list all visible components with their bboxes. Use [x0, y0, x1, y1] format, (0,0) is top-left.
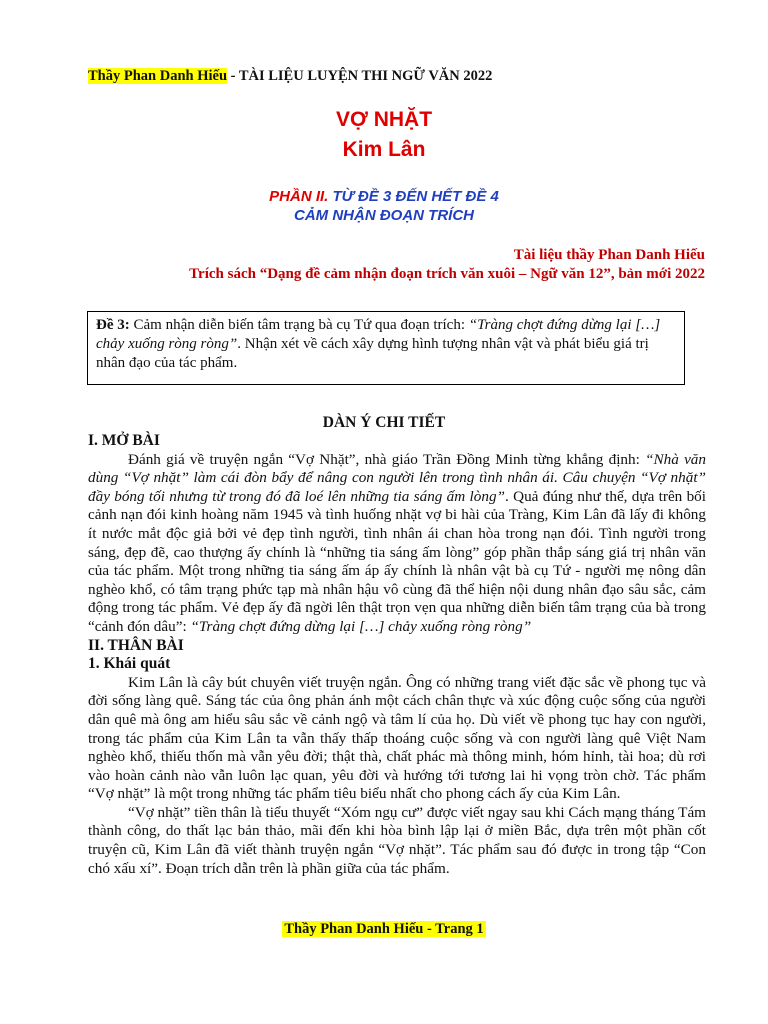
work-author: Kim Lân: [342, 138, 426, 161]
section2-paragraph-1: Kim Lân là cây bút chuyên viết truyện ngắn. Ông có những trang viết đặc sắc về phong tục và đời sống làng quê. Sáng tác của ông phản ánh một cách chân thực và xúc động cuộc sống của người dân quê mà ông am hiểu sâu sắc về cảnh ngộ và tâm lí của họ. Dù viết về phong tục hay con người, trong tác phẩm của Kim Lân ta vẫn thấy thấp thoáng cuộc sống và con người làng quê Việt Nam nghèo khổ, thiếu thốn mà vẫn yêu đời; thật thà, chất phác mà thông minh, hóm hỉnh, tài hoa; dù rơi vào hoàn cảnh nào vẫn luôn lạc quan, yêu đời và hướng tới tương lai hi vọng tròn chờ. Tác phẩm “Vợ nhặt” là một trong những tác phẩm tiêu biểu nhất cho phong cách ấy của Kim Lân.: [88, 673, 706, 803]
section1-heading: I. MỞ BÀI: [88, 432, 160, 449]
section2-subheading: 1. Khái quát: [88, 655, 171, 673]
question-text-after: . Nhận xét về cách xây dựng hình tượng nhân vật và phát biểu giá trị nhân đạo của tác phẩm.: [96, 336, 649, 371]
section1-rest: . Quả đúng như thế, dựa trên bối cảnh nạn đói kinh hoàng năm 1945 và tình huống nhặt vợ bi hài của Tràng, Kim Lân đã lấy đi không ít nước mắt độc giả bởi vẻ đẹp tình người, tình nhân ái chan hòa trong nạn đói. Tình người trong sáng, đẹp đẽ, cao thượng ấy chính là “những tia sáng ấm lòng” góp phần thắp sáng giá trị nhân văn của tác phẩm. Một trong những tia sáng ấm áp ấy chính là nhân vật bà cụ Tứ - người mẹ nông dân nghèo khổ, có tâm trạng phức tạp mà nhân hậu vô cùng đã thể hiện nội dung nhân đạo sâu sắc, cảm động trong tác phẩm. Vẻ đẹp ấy đã ngời lên thật trọn vẹn qua những diễn biến tâm trạng của bà trong “cảnh đón dâu”:: [88, 487, 706, 635]
section2-heading: II. THÂN BÀI: [88, 636, 184, 654]
footer-text: Thầy Phan Danh Hiếu - Trang 1: [284, 921, 484, 937]
work-title: VỢ NHẶT: [335, 108, 433, 131]
section1-end-quote: “Tràng chợt đứng dừng lại […] chảy xuống ròng ròng”: [190, 617, 532, 635]
section1-paragraph: [88, 451, 706, 637]
part-range: TỪ ĐỀ 3 ĐẾN HẾT ĐỀ 4: [328, 188, 499, 205]
question-quote: “Tràng chợt đứng dừng lại […] chảy xuống ròng ròng”: [96, 317, 661, 352]
question-text-before: Cảm nhận diễn biến tâm trạng bà cụ Tứ qua đoạn trích:: [129, 317, 469, 333]
section2-paragraph-2: “Vợ nhặt” tiền thân là tiểu thuyết “Xóm ngụ cư” được viết ngay sau khi Cách mạng tháng Tám thành công, do thất lạc bản thảo, mãi đến khi hòa bình lập lại ở miền Bắc, dựa trên một phần cốt truyện cũ, Kim Lân đã viết thành truyện ngắn “Vợ nhặt”. Tác phẩm sau đó được in trong tập “Con chó xấu xí”. Đoạn trích dẫn trên là phần giữa của tác phẩm.: [88, 803, 706, 877]
question-box: [87, 311, 685, 385]
document-body: [88, 432, 706, 878]
page-header: [88, 68, 688, 85]
section1-quote: “Nhà văn dùng “Vợ nhặt” làm cái đòn bẩy để nâng con người lên trong tình nhân ái. Câu chuyện “Vợ nhặt” đầy bóng tối nhưng từ trong đó đã loé lên những tia sáng ấm lòng”: [88, 450, 706, 505]
header-author: Thầy Phan Danh Hiếu: [88, 68, 228, 84]
outline-title: DÀN Ý CHI TIẾT: [322, 414, 446, 431]
part-label: PHẦN II.: [269, 188, 329, 205]
page-footer: [0, 921, 768, 938]
source-line-1: Tài liệu thầy Phan Danh Hiếu: [513, 247, 705, 263]
section1-intro: Đánh giá về truyện ngắn “Vợ Nhặt”, nhà giáo Trần Đồng Minh từng khẳng định:: [128, 450, 646, 468]
header-title: - TÀI LIỆU LUYỆN THI NGỮ VĂN 2022: [227, 68, 493, 84]
part-heading: [0, 188, 768, 205]
source-line-2: Trích sách “Dạng đề cảm nhận đoạn trích văn xuôi – Ngữ văn 12”, bản mới 2022: [189, 266, 705, 282]
part-subtitle: CẢM NHẬN ĐOẠN TRÍCH: [294, 207, 474, 224]
question-label: Đề 3:: [96, 317, 130, 333]
